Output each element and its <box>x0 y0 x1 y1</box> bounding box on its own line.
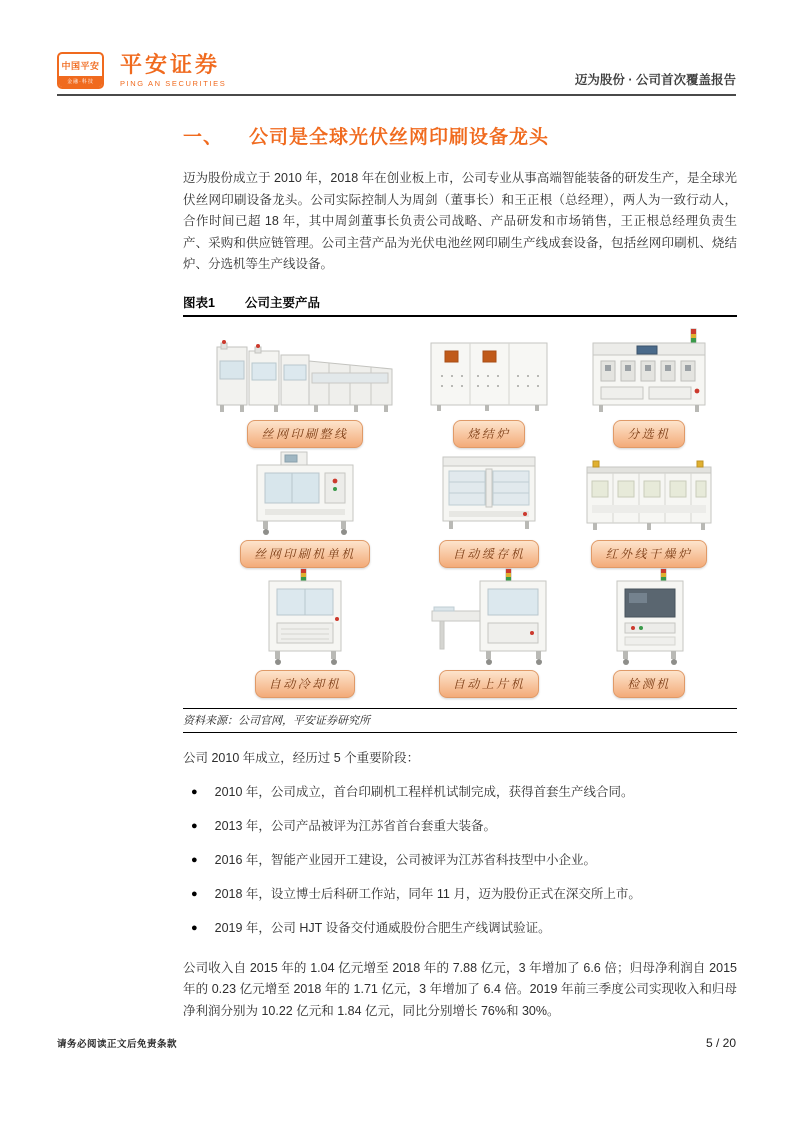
list-item <box>183 918 737 939</box>
milestone-text: 2019 年，公司 HJT 设备交付通威股份合肥生产线调试验证。 <box>214 920 551 935</box>
product-grid <box>201 327 729 699</box>
milestone-text: 2016 年，智能产业园开工建设，公司被评为江苏省科技型中小企业。 <box>214 852 596 867</box>
header-divider <box>57 94 736 96</box>
milestone-text: 2013 年，公司产品被评为江苏省首台套重大装备。 <box>214 818 496 833</box>
section-title <box>183 122 737 149</box>
pingan-logo-badge <box>57 52 104 89</box>
list-item <box>183 816 737 837</box>
product-label: 自动缓存机 <box>439 540 540 568</box>
product-label: 丝网印刷整线 <box>247 420 362 448</box>
product-label: 烧结炉 <box>453 420 525 448</box>
product-image-testing-machine <box>595 567 703 665</box>
page-footer <box>57 1036 736 1050</box>
milestones-lead: 公司 2010 年成立，经历过 5 个重要阶段： <box>183 750 420 765</box>
figure-tag: 图表1 <box>183 295 215 310</box>
milestone-text: 2010 年，公司成立，首台印刷机工程样机试制完成，获得首套生产线合同。 <box>214 784 634 799</box>
figure-title: 公司主要产品 <box>244 295 320 310</box>
list-item <box>183 782 737 803</box>
bullet-icon: ● <box>191 921 198 934</box>
bullet-icon: ● <box>191 887 198 900</box>
product-image-screen-printing-line <box>214 331 396 415</box>
product-row-1 <box>201 327 729 449</box>
product-label: 丝网印刷机单机 <box>240 540 370 568</box>
product-image-infrared-drying-furnace <box>583 453 715 535</box>
product-row-3 <box>201 567 729 699</box>
pingan-logo-badge-text: 中国平安 <box>61 60 100 71</box>
section-number: 一、 <box>183 127 224 148</box>
product-label: 检测机 <box>613 670 685 698</box>
figure-1 <box>183 293 737 733</box>
footer-disclaimer: 请务必阅读正文后免责条款 <box>57 1039 178 1050</box>
product-cell <box>409 331 569 452</box>
product-label: 分选机 <box>613 420 685 448</box>
brand-name-en: PING AN SECURITIES <box>120 79 227 88</box>
pingan-logo <box>57 52 226 89</box>
product-row-2 <box>201 449 729 567</box>
closing-paragraph: 公司收入自 2015 年的 1.04 亿元增至 2018 年的 7.88 亿元，3 年增加了 6.6 倍；归母净利润自 2015 年的 0.23 亿元增至 2018 年的 1.71 亿元，3 年增加了 6.4 倍。2019 年前三季度公司实现收入和归母净利润分别为 10.22 亿元和 1.84 亿元，同比分别增长 76%和 30%。 <box>183 960 737 1018</box>
product-image-auto-buffer-machine <box>429 449 549 535</box>
product-cell <box>201 567 409 702</box>
product-label: 红外线干燥炉 <box>591 540 706 568</box>
product-cell <box>409 567 569 702</box>
product-image-auto-cooling-machine <box>251 567 359 665</box>
product-cell <box>569 567 729 702</box>
product-image-sintering-furnace-small <box>425 331 553 415</box>
bullet-icon: ● <box>191 819 198 832</box>
brand-wordmark <box>120 53 226 88</box>
brand-name-cn: 平安证券 <box>120 52 221 77</box>
section-title-text: 公司是全球光伏丝网印刷设备龙头 <box>249 127 550 148</box>
intro-paragraph: 迈为股份成立于 2010 年，2018 年在创业板上市，公司专业从事高端智能装备的研发生产，是全球光伏丝网印刷设备龙头。公司实际控制人为周剑（董事长）和王正根（总经理），两人为一致行动人，合作时间已超 18 年，其中周剑董事长负责公司战略、产品研发和市场销售，王正根总经理负责生产、采购和供应链管理。公司主营产品为光伏电池丝网印刷生产线成套设备，包括丝网印刷机、烧结炉、分选机等生产线设备。 <box>183 171 737 271</box>
bullet-icon: ● <box>191 853 198 866</box>
product-image-sorting-machine <box>585 327 713 415</box>
product-cell <box>201 449 409 572</box>
page-number: 5 / 20 <box>705 1036 736 1050</box>
product-cell <box>569 327 729 452</box>
product-cell <box>201 331 409 452</box>
product-cell <box>409 449 569 572</box>
product-image-auto-loading-machine <box>426 567 552 665</box>
page-header <box>57 52 736 96</box>
product-label: 自动上片机 <box>439 670 540 698</box>
product-label: 自动冷却机 <box>255 670 356 698</box>
pingan-logo-badge-subtext: 金融·科技 <box>59 76 102 87</box>
main-content <box>183 122 737 1022</box>
milestones-list <box>183 782 737 939</box>
milestone-text: 2018 年，设立博士后科研工作站，同年 11 月，迈为股份正式在深交所上市。 <box>214 886 641 901</box>
list-item <box>183 850 737 871</box>
report-title-label: 迈为股份 · 公司首次覆盖报告 <box>574 73 736 87</box>
figure-source: 资料来源：公司官网，平安证券研究所 <box>183 708 737 733</box>
product-image-screen-printer-single <box>245 449 365 535</box>
bullet-icon: ● <box>191 785 198 798</box>
product-cell <box>569 453 729 572</box>
figure-header <box>183 293 737 317</box>
list-item <box>183 884 737 905</box>
